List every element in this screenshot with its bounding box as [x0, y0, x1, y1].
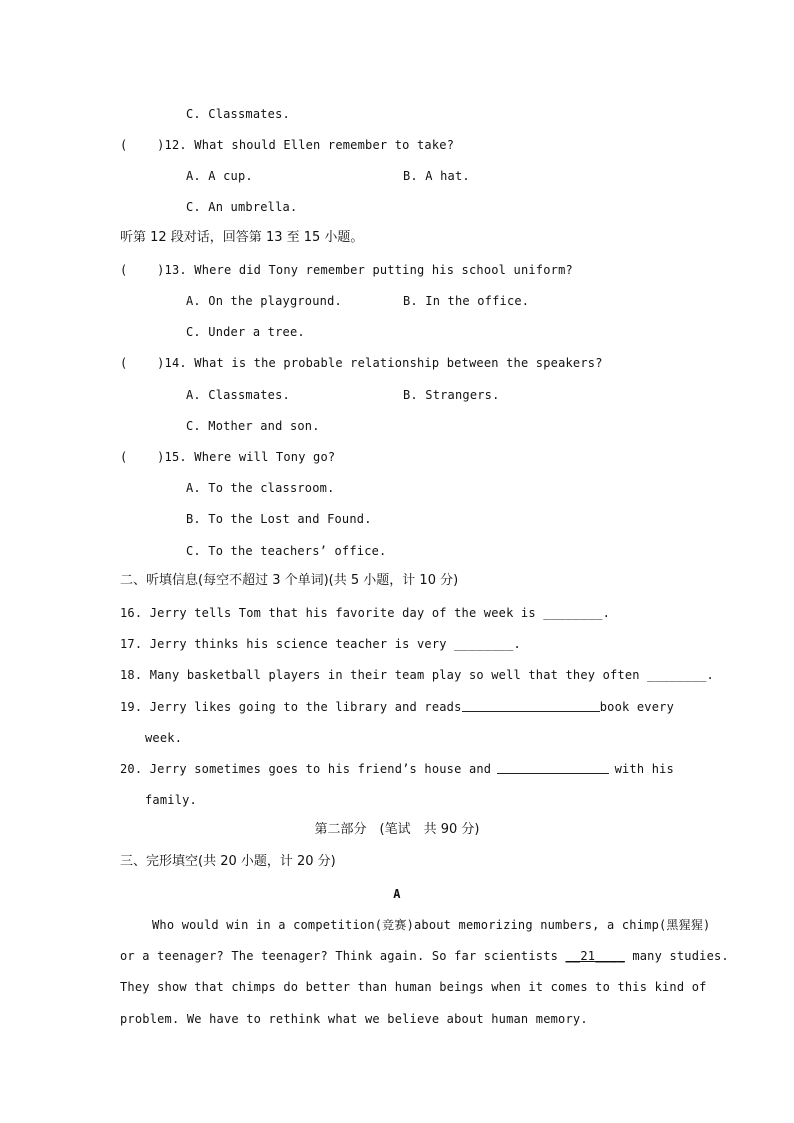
- passage-line-2: [120, 948, 729, 964]
- q14-number: ( )14.: [120, 356, 187, 370]
- question-18: 18. Many basketball players in their team play so well that they often ________.: [120, 668, 714, 682]
- q14-stem: What is the probable relationship between the speakers?: [194, 356, 603, 370]
- q19-continuation: week.: [145, 731, 183, 745]
- question-14: [120, 355, 603, 371]
- q14-option-c: C. Mother and son.: [186, 419, 320, 433]
- q20-text-end: with his: [614, 762, 674, 776]
- q12-stem: What should Ellen remember to take?: [194, 138, 455, 152]
- q13-number: ( )13.: [120, 263, 187, 277]
- passage-line-2-start: or a teenager? The teenager? Think again. So far scientists: [120, 949, 566, 963]
- q15-option-c: C. To the teachers’ office.: [186, 544, 387, 558]
- passage-line-4: problem. We have to rethink what we believe about human memory.: [120, 1012, 588, 1026]
- passage-line-1: Who would win in a competition(竞赛)about memorizing numbers, a chimp(黑猩猩): [152, 918, 711, 932]
- question-19: [120, 699, 674, 715]
- question-12: [120, 137, 454, 153]
- q13-option-b: B. In the office.: [403, 294, 530, 308]
- q20-text-start: 20. Jerry sometimes goes to his friend’s house and: [120, 762, 492, 776]
- q15-option-b: B. To the Lost and Found.: [186, 512, 372, 526]
- q14-option-b: B. Strangers.: [403, 388, 500, 402]
- section-heading-listening-fill: 二、听填信息(每空不超过 3 个单词)(共 5 小题，计 10 分): [120, 573, 459, 588]
- q19-answer-blank: [462, 699, 600, 712]
- question-20: [120, 761, 674, 777]
- q13-stem: Where did Tony remember putting his school uniform?: [194, 263, 573, 277]
- passage-line-3: They show that chimps do better than human beings when it comes to this kind of: [120, 980, 707, 994]
- q15-option-a: A. To the classroom.: [186, 481, 335, 495]
- passage-label: A: [393, 887, 401, 901]
- q12-option-b: B. A hat.: [403, 169, 470, 183]
- q11-option-c: C. Classmates.: [186, 107, 290, 121]
- cloze-blank-21: __21____: [565, 949, 625, 963]
- q12-option-c: C. An umbrella.: [186, 200, 298, 214]
- q15-number: ( )15.: [120, 450, 187, 464]
- q14-option-a: A. Classmates.: [186, 388, 290, 402]
- part-two-title: 第二部分 (笔试 共 90 分): [314, 822, 480, 837]
- q20-answer-blank: [497, 761, 609, 774]
- q13-option-a: A. On the playground.: [186, 294, 342, 308]
- q12-option-a: A. A cup.: [186, 169, 253, 183]
- question-16: 16. Jerry tells Tom that his favorite day of the week is ________.: [120, 606, 611, 620]
- question-13: [120, 262, 573, 278]
- section-heading-cloze: 三、完形填空(共 20 小题，计 20 分): [120, 854, 336, 869]
- q19-text-start: 19. Jerry likes going to the library and reads: [120, 700, 462, 714]
- q19-text-end: book every: [599, 700, 674, 714]
- q15-stem: Where will Tony go?: [194, 450, 336, 464]
- passage-line-2-end: many studies.: [624, 949, 729, 963]
- dialogue-12-instruction: 听第 12 段对话，回答第 13 至 15 小题。: [120, 230, 364, 245]
- question-17: 17. Jerry thinks his science teacher is very ________.: [120, 637, 521, 651]
- q13-option-c: C. Under a tree.: [186, 325, 305, 339]
- question-15: [120, 449, 335, 465]
- q12-number: ( )12.: [120, 138, 187, 152]
- q20-continuation: family.: [145, 793, 197, 807]
